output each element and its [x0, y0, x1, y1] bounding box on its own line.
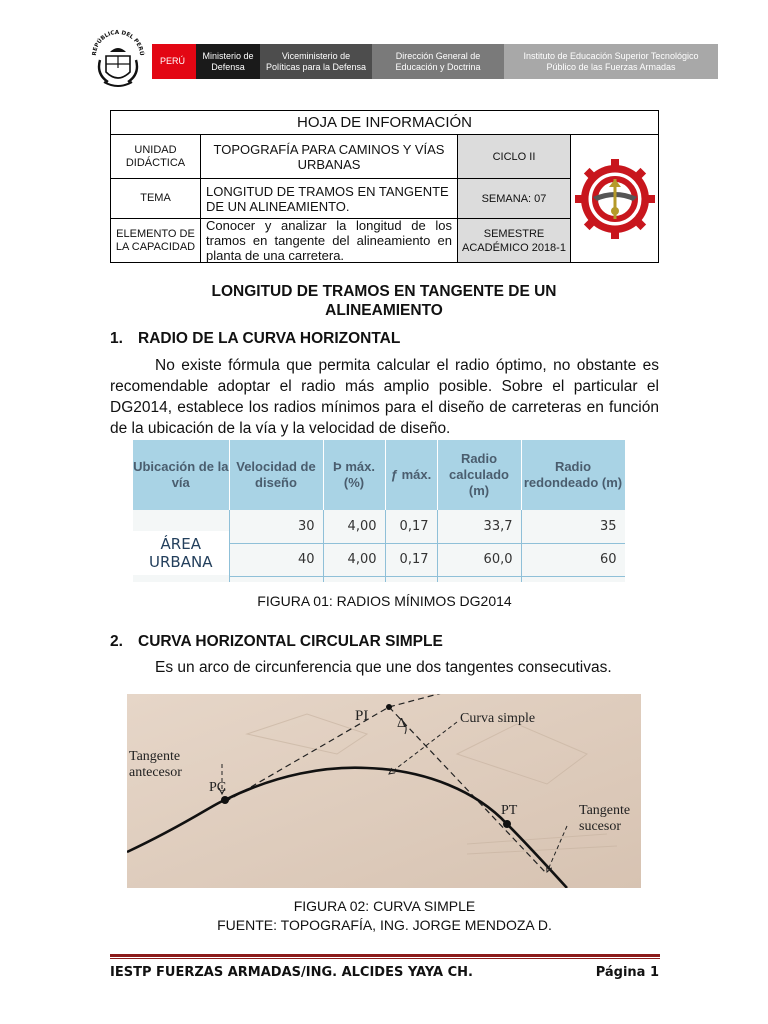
gov-institute-label: Instituto de Educación Superior Tecnológico Público de las Fuerzas Armadas — [504, 44, 718, 79]
figure-1-caption: FIGURA 01: RADIOS MÍNIMOS DG2014 — [257, 593, 512, 609]
table-cell: 60 — [521, 543, 625, 576]
section-title: CURVA HORIZONTAL CIRCULAR SIMPLE — [138, 633, 443, 650]
footer-rule-thin — [110, 958, 660, 959]
table-cell — [437, 576, 521, 582]
svg-text:REPÚBLICA DEL PERÚ: REPÚBLICA DEL PERÚ — [91, 29, 145, 56]
table-header: Radio calculado (m) — [437, 440, 521, 510]
pi-point — [386, 704, 392, 710]
area-cell — [133, 510, 229, 582]
info-value: Conocer y analizar la longitud de los tramos en tangente del alineamiento en planta de una carretera. — [201, 219, 458, 262]
table-cell — [229, 576, 323, 582]
pc-label: PC — [209, 780, 227, 795]
curva-simple-label: Curva simple — [460, 711, 536, 726]
info-extra: SEMESTRE ACADÉMICO 2018-1 — [458, 219, 571, 262]
page-footer — [110, 965, 659, 980]
table-header: Þ máx. (%) — [323, 440, 385, 510]
table-cell: 40 — [229, 543, 323, 576]
figure-1-radius-table — [133, 440, 625, 582]
info-row-elemento — [111, 219, 571, 262]
page-number: Página 1 — [595, 965, 659, 980]
footer-rule — [110, 954, 660, 957]
area-urbana-label: ÁREA URBANA — [133, 531, 229, 575]
info-sheet-table — [110, 110, 659, 263]
tangente-antecesor-label-1: Tangente — [129, 749, 181, 764]
info-row-unidad — [111, 135, 571, 179]
figure-2-caption: FIGURA 02: CURVA SIMPLE — [293, 898, 476, 914]
info-label: ELEMENTO DE LA CAPACIDAD — [111, 219, 201, 262]
table-cell: 4,00 — [323, 543, 385, 576]
pt-point — [503, 820, 511, 828]
info-row-tema — [111, 179, 571, 219]
table-cell — [323, 576, 385, 582]
table-cell: 35 — [521, 510, 625, 543]
info-extra: CICLO II — [458, 135, 571, 178]
section-number: 2. — [110, 633, 123, 650]
section-title: RADIO DE LA CURVA HORIZONTAL — [138, 330, 401, 347]
gov-direction-label: Dirección General de Educación y Doctrina — [372, 44, 504, 79]
pi-label: PI — [355, 708, 369, 724]
pt-label: PT — [501, 803, 518, 818]
gov-ministry-label: Ministerio de Defensa — [196, 44, 260, 79]
table-cell: 4,00 — [323, 510, 385, 543]
document-title: LONGITUD DE TRAMOS EN TANGENTE DE UN ALINEAMIENTO — [211, 283, 557, 319]
table-cell — [521, 576, 625, 582]
table-cell: 0,17 — [385, 510, 437, 543]
info-value: LONGITUD DE TRAMOS EN TANGENTE DE UN ALINEAMIENTO. — [201, 179, 458, 218]
info-label: UNIDAD DIDÁCTICA — [111, 135, 201, 178]
tangente-sucesor-label-2: sucesor — [579, 819, 621, 834]
paragraph-text: No existe fórmula que permita calcular el radio óptimo, no obstante es recomendable adoptar el radio más amplio posible. Sobre el particular el DG2014, establece los radios mínimos para el diseño de carreteras en función de la ubicación de la vía y la velocidad de diseño. — [110, 357, 659, 437]
table-cell: 0,17 — [385, 543, 437, 576]
table-header: Ubicación de la vía — [133, 440, 229, 510]
table-cell — [385, 576, 437, 582]
paragraph-1 — [110, 355, 659, 439]
figure-2-simple-curve — [127, 694, 641, 888]
peru-coat-of-arms — [90, 26, 146, 92]
footer-author: IESTP FUERZAS ARMADAS/ING. ALCIDES YAYA CH. — [110, 965, 473, 980]
table-header: Velocidad de diseño — [229, 440, 323, 510]
section-2-heading — [110, 633, 443, 651]
paragraph-text: Es un arco de circunferencia que une dos tangentes consecutivas. — [155, 659, 612, 676]
figure-2-source: FUENTE: TOPOGRAFÍA, ING. JORGE MENDOZA D. — [217, 917, 552, 933]
info-sheet-title: HOJA DE INFORMACIÓN — [111, 111, 658, 135]
pc-point — [221, 796, 229, 804]
delta-label: Δ — [397, 716, 407, 731]
gov-viceministry-label: Viceministerio de Políticas para la Defensa — [260, 44, 372, 79]
section-number: 1. — [110, 330, 123, 347]
government-header-bar — [152, 44, 718, 79]
tangente-sucesor-label-1: Tangente — [579, 803, 631, 818]
table-header: Radio redondeado (m) — [521, 440, 625, 510]
table-header: ƒ máx. — [385, 440, 437, 510]
paragraph-2 — [110, 657, 659, 678]
info-extra: SEMANA: 07 — [458, 179, 571, 218]
info-label: TEMA — [111, 179, 201, 218]
table-cell: 30 — [229, 510, 323, 543]
institute-gear-logo — [571, 135, 658, 262]
table-header-row — [133, 440, 625, 510]
tangente-antecesor-label-2: antecesor — [129, 765, 182, 780]
table-cell: 60,0 — [437, 543, 521, 576]
table-cell: 33,7 — [437, 510, 521, 543]
gov-peru-label: PERÚ — [152, 44, 196, 79]
section-1-heading — [110, 330, 400, 348]
table-row — [133, 510, 625, 543]
info-value: TOPOGRAFÍA PARA CAMINOS Y VÍAS URBANAS — [201, 135, 458, 178]
